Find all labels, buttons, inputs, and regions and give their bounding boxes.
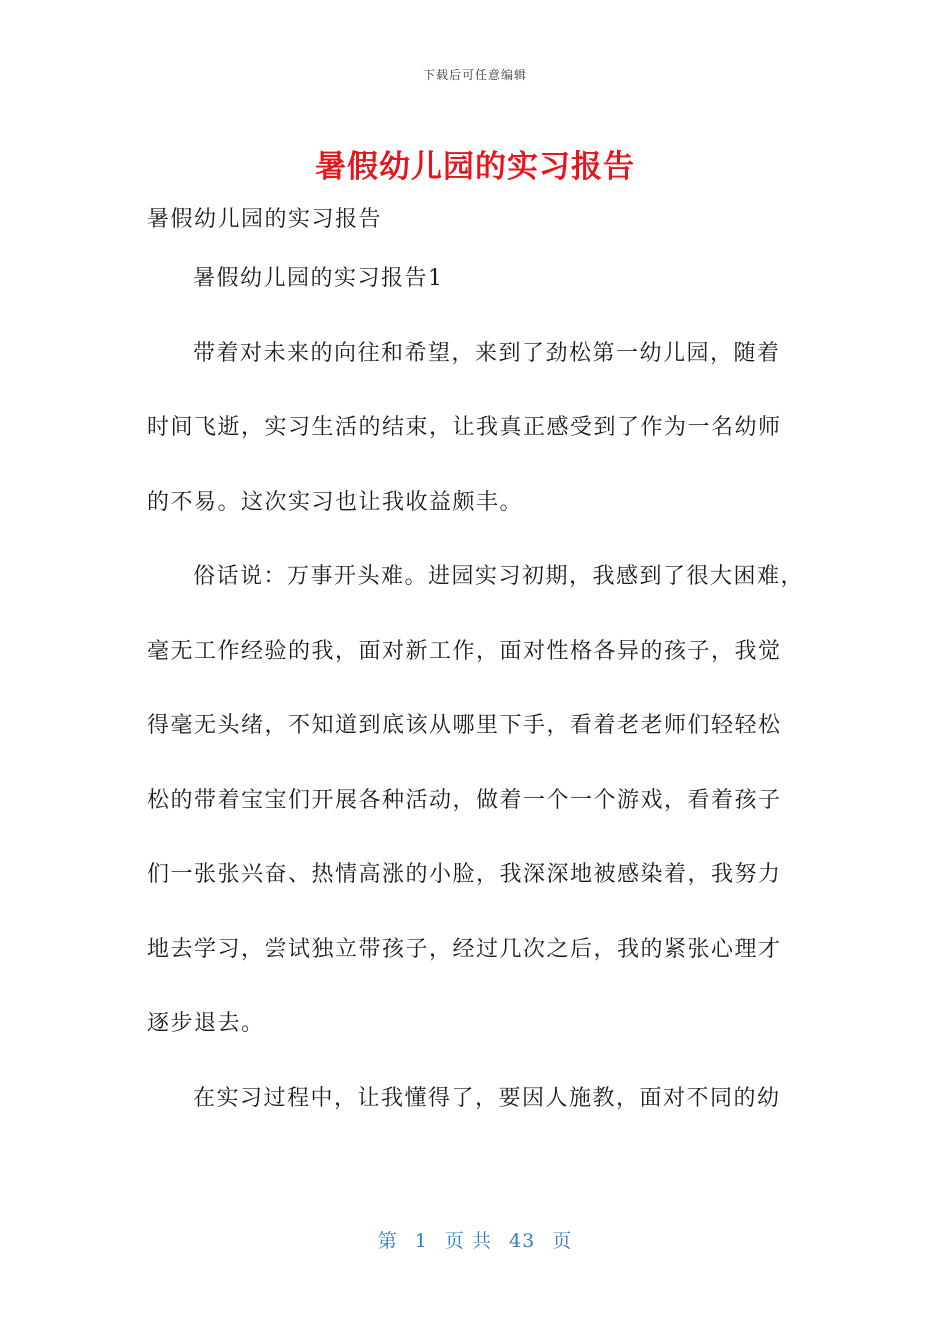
paragraph-1-line-2: 时间飞逝，实习生活的结束，让我真正感受到了作为一名幼师: [147, 415, 782, 440]
paragraph-2-line-6: 地去学习，尝试独立带孩子，经过几次之后，我的紧张心理才: [147, 936, 782, 962]
footer-page-total: 43: [509, 1230, 536, 1252]
footer-page-prefix: 第: [377, 1230, 398, 1252]
section-heading: 暑假幼儿园的实习报告1: [193, 266, 444, 291]
footer-page-suffix: 页: [552, 1230, 573, 1252]
paragraph-2-line-3: 得毫无头绪，不知道到底该从哪里下手，看着老老师们轻轻松: [147, 713, 782, 738]
footer-page-middle: 页 共: [444, 1230, 492, 1252]
paragraph-2-line-5: 们一张张兴奋、热情高涨的小脸，我深深地被感染着，我努力: [147, 862, 782, 887]
page-header-note: 下载后可任意编辑: [422, 68, 527, 82]
paragraph-2-line-7: 逐步退去。: [147, 1011, 265, 1036]
paragraph-1-line-1: 带着对未来的向往和希望，来到了劲松第一幼儿园，随着: [193, 340, 781, 366]
paragraph-2-line-2: 毫无工作经验的我，面对新工作，面对性格各异的孩子，我觉: [147, 638, 782, 664]
document-title: 暑假幼儿园的实习报告: [315, 149, 635, 185]
paragraph-2-line-4: 松的带着宝宝们开展各种活动，做着一个一个游戏，看着孩子: [147, 787, 782, 813]
body-line-heading: 暑假幼儿园的实习报告: [147, 207, 383, 232]
document-body: [147, 198, 807, 1136]
footer-page-number: 1: [414, 1230, 428, 1252]
paragraph-3-line-1: 在实习过程中，让我懂得了，要因人施教，面对不同的幼: [193, 1085, 781, 1111]
page-footer: [0, 1226, 950, 1253]
paragraph-2-line-1: 俗话说：万事开头难。进园实习初期，我感到了很大困难，: [193, 564, 805, 589]
paragraph-1-line-3: 的不易。这次实习也让我收益颇丰。: [147, 489, 524, 515]
